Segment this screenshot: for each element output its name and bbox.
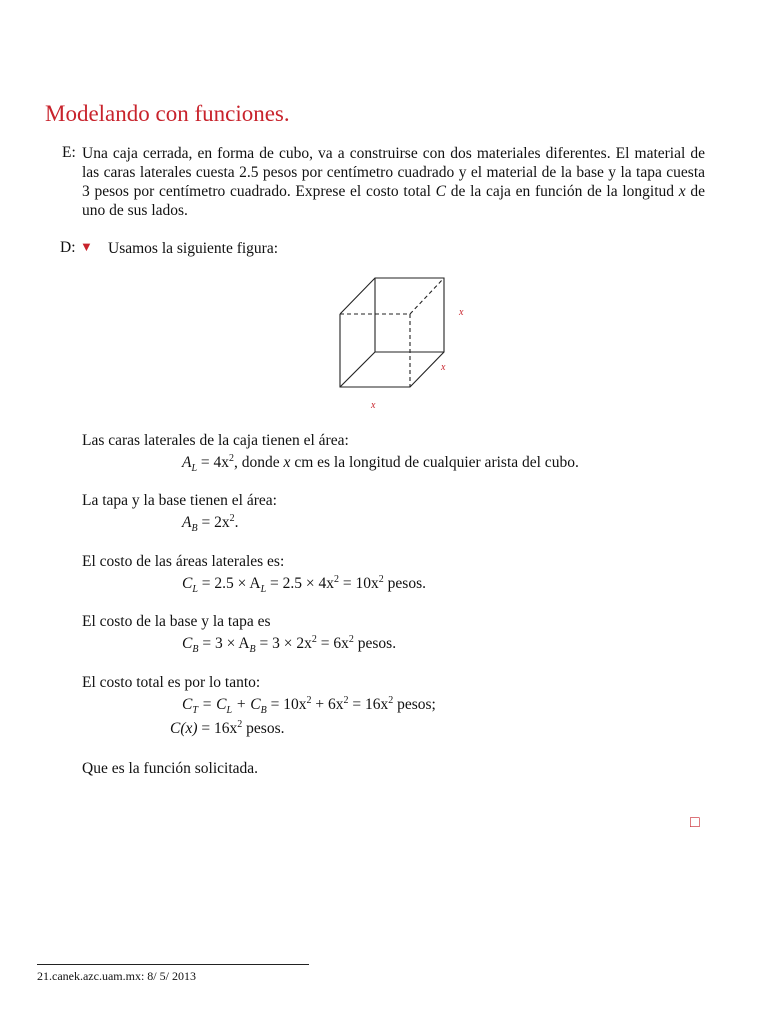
lateral-area-text: Las caras laterales de la caja tienen el área: (82, 432, 349, 449)
figure-label-bottom: x (371, 400, 376, 411)
page-title: Modelando con funciones. (45, 101, 290, 126)
lateral-cost-formula: $C_L = 2.5 \times A_L = 2.5 \times 4x^2 = 10x^2$ pesos. (182, 573, 426, 596)
figure-label-right: x (459, 307, 464, 318)
figure-label-depth: x (441, 362, 446, 373)
statement-label: E: (62, 144, 76, 161)
triangle-marker-icon: ▼ (80, 239, 93, 254)
solution-label: D: (60, 239, 76, 256)
base-cost-text: El costo de la base y la tapa es (82, 613, 271, 630)
cost-function-formula: $C(x) = 16x^2$ pesos. (170, 718, 285, 737)
qed-square-icon: □ (690, 814, 700, 831)
solution-intro: Usamos la siguiente figura: (108, 240, 279, 257)
conclusion-text: Que es la función solicitada. (82, 760, 259, 777)
total-cost-text: El costo total es por lo tanto: (82, 674, 261, 691)
problem-statement: Una caja cerrada, en forma de cubo, va a construirse con dos materiales diferentes. El material de las caras laterales cuesta 2.5 pesos por centímetro cuadrado y el material de la base y la tapa cuesta 3 pesos por centímetro cuadrado. Exprese el costo total C de la caja en función de la longitud x de uno de sus lados. (82, 145, 705, 219)
footer-note: 21.canek.azc.uam.mx: 8/ 5/ 2013 (37, 969, 196, 983)
top-base-text: La tapa y la base tienen el área: (82, 492, 277, 509)
top-base-formula: $A_B = 2x^2$. (182, 512, 239, 535)
footnote-rule (37, 964, 309, 965)
total-cost-formula: $C_T = C_L + C_B = 10x^2 + 6x^2 = 16x^2$ pesos; (182, 694, 436, 717)
base-cost-formula: $C_B = 3 \times A_B = 3 \times 2x^2 = 6x^2$ pesos. (182, 633, 397, 656)
lateral-area-formula: $A_L = 4x^2$, donde x cm es la longitud de cualquier arista del cubo. (182, 452, 579, 475)
lateral-cost-text: El costo de las áreas laterales es: (82, 553, 285, 570)
